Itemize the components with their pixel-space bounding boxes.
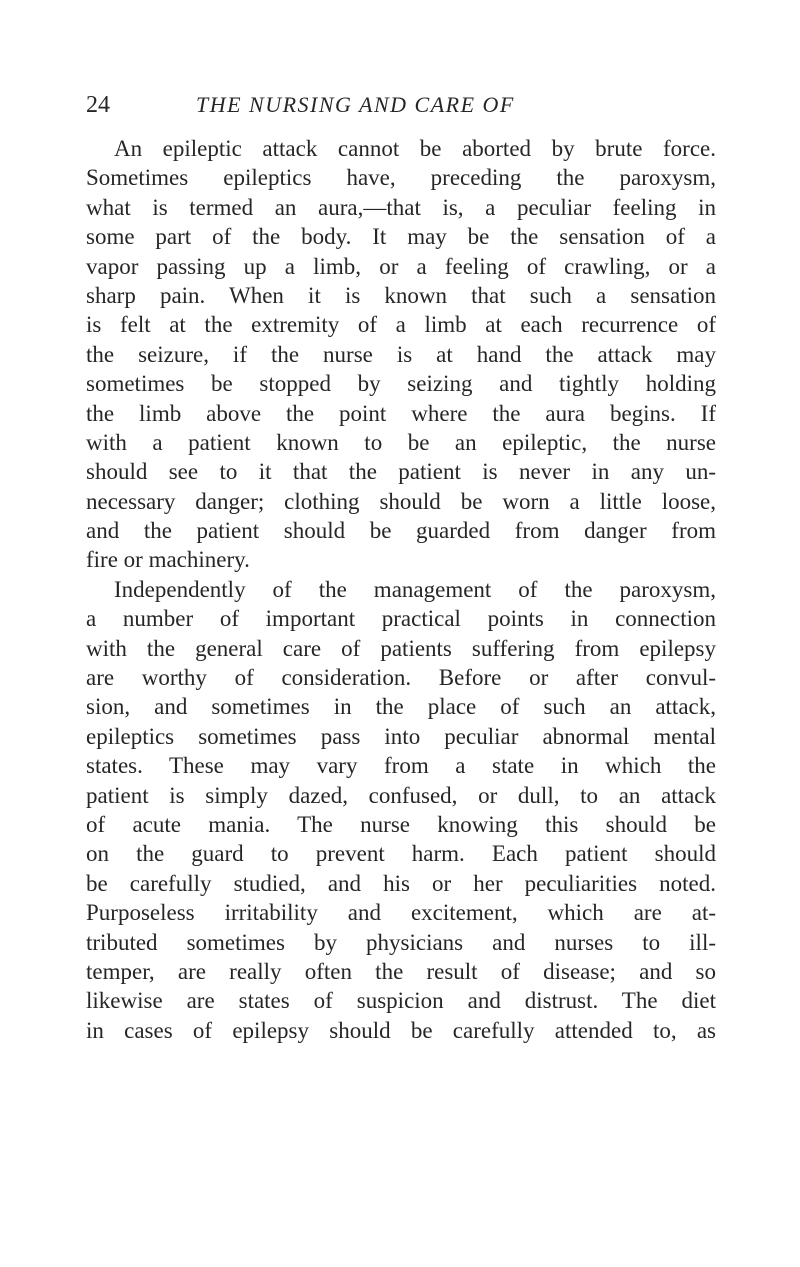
page-number: 24 (86, 92, 110, 118)
text-line: what is termed an aura,—that is, a peculiar feeling in (86, 194, 716, 220)
text-line: sion, and sometimes in the place of such an attack, (86, 694, 716, 720)
text-line: and the patient should be guarded from danger from (86, 518, 716, 544)
text-line: be carefully studied, and his or her peculiarities noted. (86, 870, 716, 896)
text-line: are worthy of consideration. Before or after convul- (86, 665, 716, 691)
text-line: necessary danger; clothing should be worn a little loose, (86, 488, 716, 514)
body-text (86, 134, 716, 1045)
text-line: with a patient known to be an epileptic, the nurse (86, 429, 716, 455)
text-line: is felt at the extremity of a limb at each recurrence of (86, 312, 716, 338)
text-line: sharp pain. When it is known that such a sensation (86, 282, 716, 308)
text-line: epileptics sometimes pass into peculiar abnormal mental (86, 723, 716, 749)
text-line: a number of important practical points in connection (86, 606, 716, 632)
text-line: the seizure, if the nurse is at hand the attack may (86, 341, 716, 367)
text-line: Purposeless irritability and excitement, which are at- (86, 900, 716, 926)
text-line: temper, are really often the result of disease; and so (86, 958, 716, 984)
text-line: likewise are states of suspicion and distrust. The diet (86, 988, 716, 1014)
running-head: THE NURSING AND CARE OF (196, 92, 515, 117)
text-line: should see to it that the patient is never in any un- (86, 459, 716, 485)
text-line: states. These may vary from a state in which the (86, 753, 716, 779)
text-line: tributed sometimes by physicians and nurses to ill- (86, 929, 716, 955)
text-line: the limb above the point where the aura begins. If (86, 400, 716, 426)
text-line: of acute mania. The nurse knowing this should be (86, 811, 716, 837)
text-line: vapor passing up a limb, or a feeling of crawling, or a (86, 253, 716, 279)
text-line: in cases of epilepsy should be carefully attended to, as (86, 1017, 716, 1043)
text-line: sometimes be stopped by seizing and tightly holding (86, 371, 716, 397)
text-line: some part of the body. It may be the sensation of a (86, 224, 716, 250)
text-line: Sometimes epileptics have, preceding the paroxysm, (86, 165, 716, 191)
page-header (86, 90, 716, 120)
text-line: patient is simply dazed, confused, or dull, to an attack (86, 782, 716, 808)
text-line: on the guard to prevent harm. Each patient should (86, 841, 716, 867)
text-line: Independently of the management of the paroxysm, (114, 576, 716, 602)
text-line: with the general care of patients suffering from epilepsy (86, 635, 716, 661)
text-line: fire or machinery. (86, 547, 250, 573)
text-line: An epileptic attack cannot be aborted by brute force. (114, 136, 716, 161)
